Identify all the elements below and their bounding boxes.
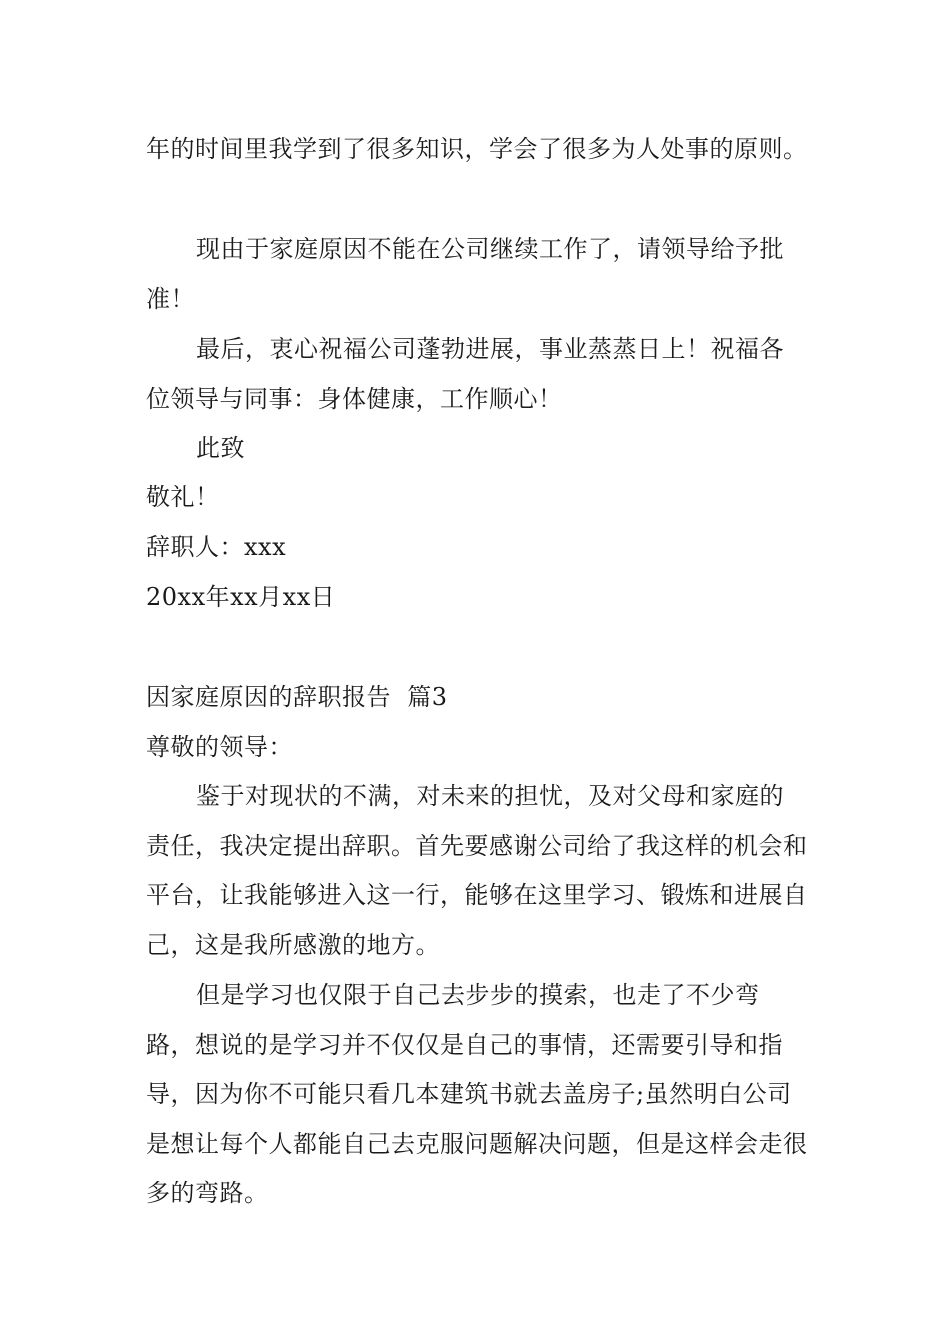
paragraph-body-1: 鉴于对现状的不满，对未来的担忧，及对父母和家庭的责任，我决定提出辞职。首先要感谢公司给了我这样的机会和平台，让我能够进入这一行，能够在这里学习、锻炼和进展自己，这是我所感激的地方。 <box>146 782 808 959</box>
paragraph-continued: 年的时间里我学到了很多知识，学会了很多为人处事的原则。 <box>146 135 808 163</box>
closing-regards: 敬礼！ <box>146 483 220 511</box>
signer-line: 辞职人：xxx <box>146 533 287 561</box>
paragraph-blessing: 最后，衷心祝福公司蓬勃进展，事业蒸蒸日上！祝福各位领导与同事：身体健康，工作顺心！ <box>146 335 784 413</box>
paragraph-reason: 现由于家庭原因不能在公司继续工作了，请领导给予批准！ <box>146 235 784 313</box>
date-line: 20xx年xx月xx日 <box>146 583 336 611</box>
section-title: 因家庭原因的辞职报告 篇3 <box>146 683 448 711</box>
paragraph-body-2: 但是学习也仅限于自己去步步的摸索，也走了不少弯路，想说的是学习并不仅仅是自己的事情，还需要引导和指导，因为你不可能只看几本建筑书就去盖房子;虽然明白公司是想让每个人都能自己去克服问题解决问题，但是这样会走很多的弯路。 <box>146 981 808 1207</box>
closing-salutation: 此致 <box>196 434 245 462</box>
salutation: 尊敬的领导： <box>146 733 293 761</box>
